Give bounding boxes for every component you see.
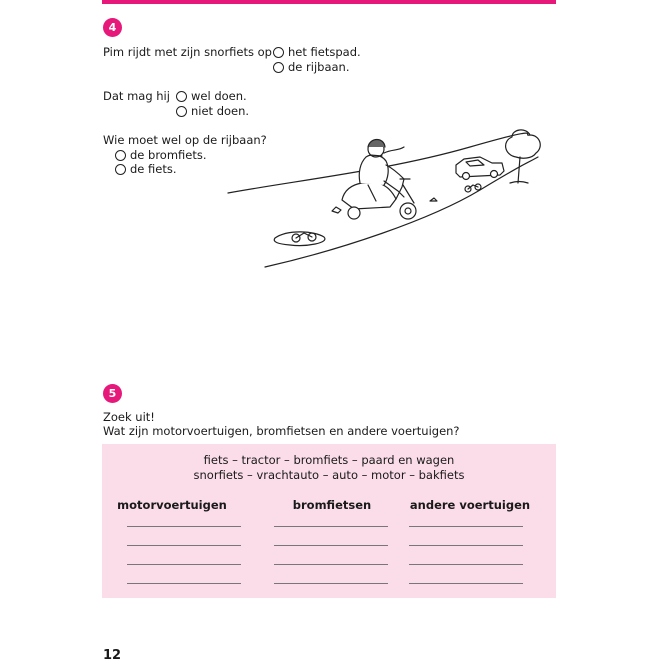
- column-header-andere-voertuigen: andere voertuigen: [409, 498, 531, 512]
- answer-line[interactable]: [127, 545, 241, 546]
- answer-option[interactable]: de fiets.: [115, 162, 177, 176]
- moped-rider-illustration: [220, 125, 555, 270]
- answer-line[interactable]: [127, 583, 241, 584]
- answer-line[interactable]: [127, 564, 241, 565]
- answer-line[interactable]: [409, 564, 523, 565]
- question-text: Pim rijdt met zijn snorfiets op: [103, 45, 272, 59]
- radio-button[interactable]: [273, 47, 284, 58]
- answer-line[interactable]: [409, 526, 523, 527]
- exercise-number-badge: 4: [103, 18, 122, 37]
- word-list-line: fiets – tractor – bromfiets – paard en wagen: [203, 453, 455, 467]
- question-text: Wie moet wel op de rijbaan?: [103, 133, 267, 147]
- column-header-motorvoertuigen: motorvoertuigen: [117, 498, 227, 512]
- word-sort-box: [102, 444, 556, 598]
- exercise-number-badge: 5: [103, 384, 122, 403]
- radio-button[interactable]: [273, 62, 284, 73]
- column-header-bromfietsen: bromfietsen: [292, 498, 372, 512]
- radio-button[interactable]: [176, 91, 187, 102]
- answer-line[interactable]: [274, 564, 388, 565]
- instruction-text: Zoek uit!: [103, 410, 155, 424]
- answer-line[interactable]: [274, 545, 388, 546]
- answer-option[interactable]: niet doen.: [176, 104, 249, 118]
- question-text: Wat zijn motorvoertuigen, bromfietsen en andere voertuigen?: [103, 424, 460, 438]
- radio-button[interactable]: [176, 106, 187, 117]
- answer-option[interactable]: wel doen.: [176, 89, 247, 103]
- page-number: 12: [103, 648, 122, 663]
- answer-line[interactable]: [127, 526, 241, 527]
- radio-button[interactable]: [115, 164, 126, 175]
- answer-option[interactable]: de rijbaan.: [273, 60, 350, 74]
- answer-option[interactable]: de bromfiets.: [115, 148, 207, 162]
- answer-line[interactable]: [409, 545, 523, 546]
- top-accent-bar: [102, 0, 556, 4]
- answer-line[interactable]: [409, 583, 523, 584]
- radio-button[interactable]: [115, 150, 126, 161]
- question-text: Dat mag hij: [103, 89, 170, 103]
- word-list-line: snorfiets – vrachtauto – auto – motor – bakfiets: [193, 468, 465, 482]
- answer-line[interactable]: [274, 526, 388, 527]
- answer-option[interactable]: het fietspad.: [273, 45, 361, 59]
- answer-line[interactable]: [274, 583, 388, 584]
